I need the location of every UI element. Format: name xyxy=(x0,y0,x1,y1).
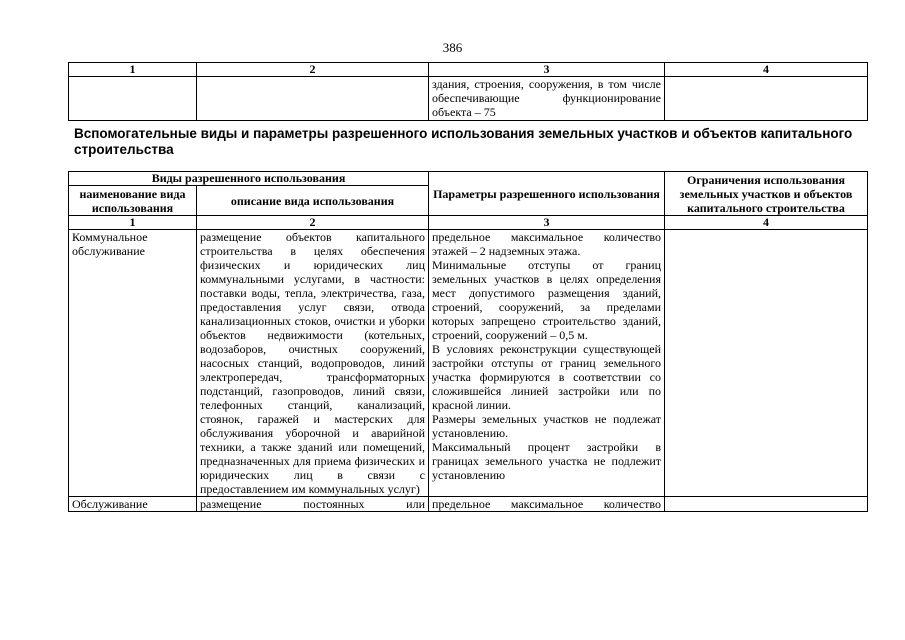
header-use-description: описание вида использования xyxy=(197,186,429,216)
permitted-use-table xyxy=(68,171,868,512)
col-number-4: 4 xyxy=(665,63,868,77)
use-name: Коммунальное обслуживание xyxy=(69,230,197,497)
header-restrictions: Ограничения использования земельных участков и объектов капитального строительства xyxy=(665,172,868,216)
table-header-numbers xyxy=(69,63,868,77)
header-use-name: наименование вида использования xyxy=(69,186,197,216)
continued-table xyxy=(68,62,868,121)
use-parameters xyxy=(429,230,665,497)
cell-description xyxy=(197,77,429,121)
use-description: размещение объектов капитального строительства в целях обеспечения физических и юридических лиц коммунальными услугами, в частности: поставки воды, тепла, электричества, газа, предоставления услуг связи, отвода канализационных стоков, очистки и уборки объектов недвижимости (котельных, водозаборов, очистных сооружений, насосных станций, водопроводов, линий электропередач, трансформаторных подстанций, газопроводов, линий связи, телефонных станций, канализаций, стоянок, гаражей и мастерских для обслуживания уборочной и аварийной техники, а также зданий или помещений, предназначенных для приема физических и юридических лиц в связи с предоставлением им коммунальных услуг) xyxy=(197,230,429,497)
col-number-1: 1 xyxy=(69,216,197,230)
col-number-4: 4 xyxy=(665,216,868,230)
use-restrictions xyxy=(665,230,868,497)
header-parameters: Параметры разрешенного использования xyxy=(429,172,665,216)
cell-name xyxy=(69,77,197,121)
param-line: предельное максимальное количество этажей – 2 надземных этажа. xyxy=(432,230,661,258)
col-number-3: 3 xyxy=(429,216,665,230)
header-row-1 xyxy=(69,172,868,186)
col-number-3: 3 xyxy=(429,63,665,77)
col-number-2: 2 xyxy=(197,63,429,77)
param-line: Максимальный процент застройки в границах земельного участка не подлежит установлению xyxy=(432,440,661,482)
page-number: 386 xyxy=(442,40,463,55)
use-parameters xyxy=(429,497,665,512)
col-number-2: 2 xyxy=(197,216,429,230)
use-restrictions xyxy=(665,497,868,512)
table-header-numbers xyxy=(69,216,868,230)
use-description: размещение постоянных или xyxy=(197,497,429,512)
cell-restrictions xyxy=(665,77,868,121)
use-name: Обслуживание xyxy=(69,497,197,512)
param-line: В условиях реконструкции существующей застройки отступы от границ земельного участка формируются в соответствии со сложившейся линией застройки или по красной линии. xyxy=(432,342,661,412)
param-line: Минимальные отступы от границ земельных участков в целях определения мест допустимого размещения зданий, строений, сооружений, за пределами которых запрещено строительство зданий, строений, сооружений – 0,5 м. xyxy=(432,258,661,342)
table-row xyxy=(69,77,868,121)
col-number-1: 1 xyxy=(69,63,197,77)
param-line: Размеры земельных участков не подлежат установлению. xyxy=(432,412,661,440)
table-row xyxy=(69,497,868,512)
cell-params: здания, строения, сооружения, в том числе обеспечивающие функционирование объекта – 75 xyxy=(429,77,665,121)
param-line: предельное максимальное количество xyxy=(432,497,661,511)
header-permitted-use-types: Виды разрешенного использования xyxy=(69,172,429,186)
section-title: Вспомогательные виды и параметры разрешенного использования земельных участков и объектов капитального строительства xyxy=(74,126,853,157)
table-row xyxy=(69,230,868,497)
